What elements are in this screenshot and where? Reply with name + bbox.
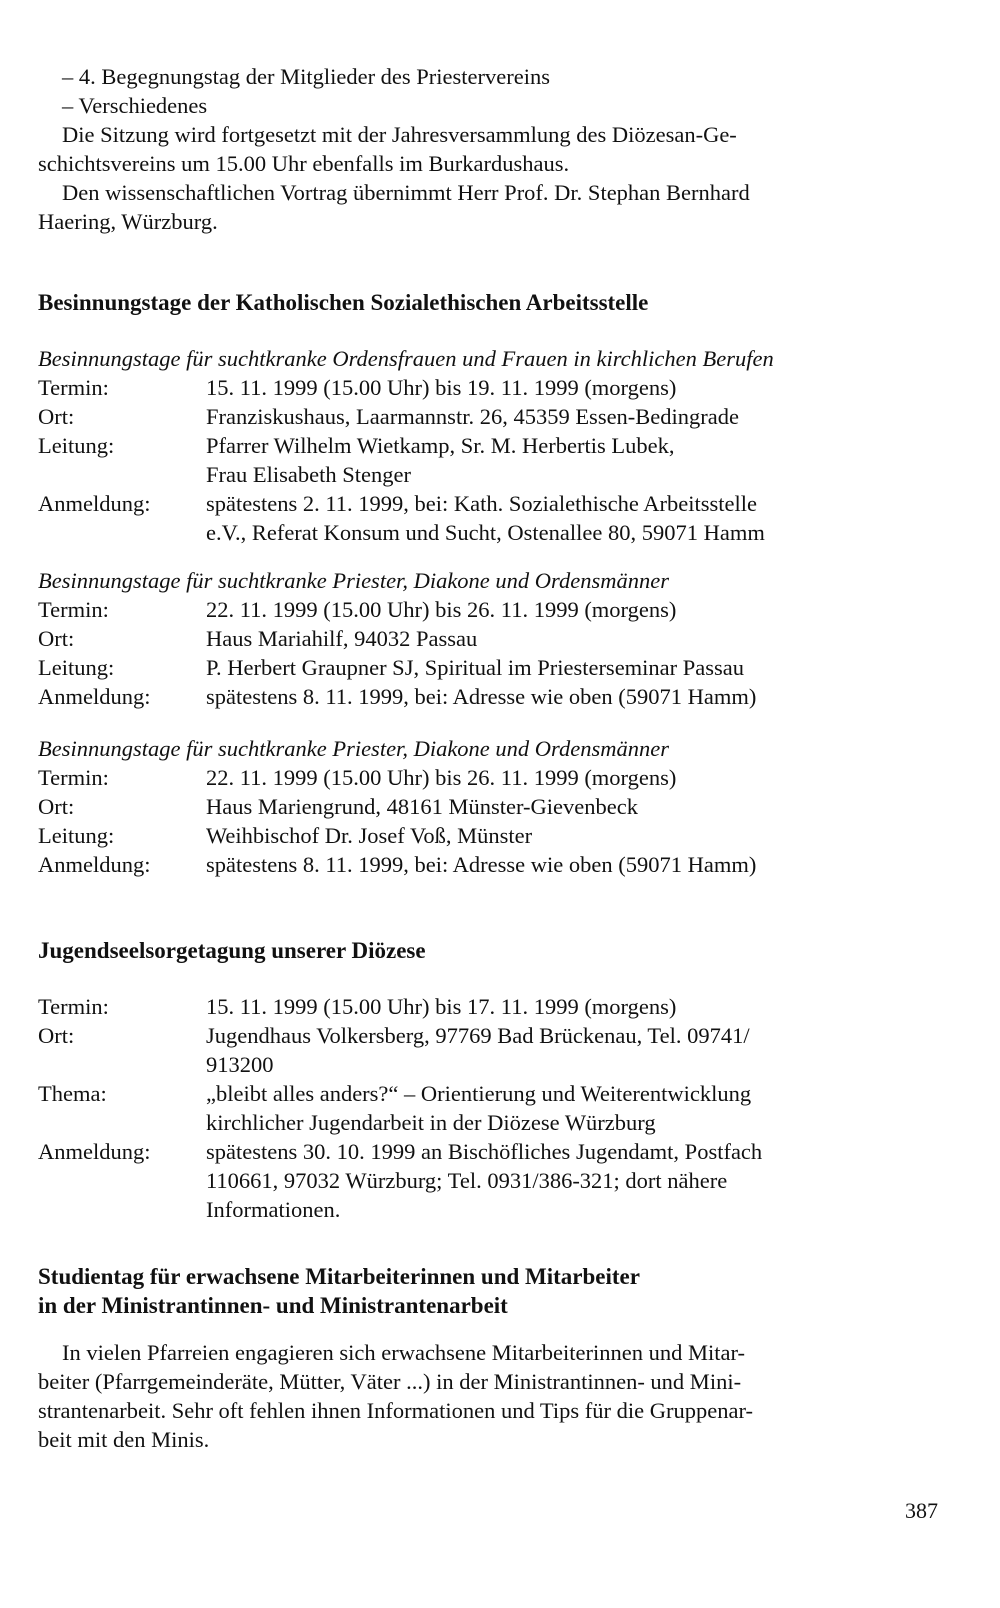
section-heading — [38, 1262, 938, 1320]
event-subheading: Besinnungstage für suchtkranke Priester, Diakone und Ordensmänner — [38, 568, 669, 593]
field-value-line: spätestens 30. 10. 1999 an Bischöfliches Jugendamt, Postfach — [206, 1139, 763, 1164]
event-row-thema — [38, 1079, 938, 1137]
list-item: – 4. Begegnungstag der Mitglieder des Priestervereins — [62, 64, 551, 89]
event-row-ort — [38, 624, 938, 653]
field-label: Anmeldung: — [38, 491, 151, 516]
field-label: Anmeldung: — [38, 852, 151, 877]
list-item: – Verschiedenes — [62, 93, 208, 118]
event-row-ort — [38, 1021, 938, 1079]
event-block — [38, 344, 938, 547]
page-number: 387 — [905, 1498, 938, 1523]
field-value — [206, 1079, 938, 1137]
event-row-ort — [38, 792, 938, 821]
section-heading: Besinnungstage der Katholischen Sozialethischen Arbeitsstelle — [38, 290, 649, 315]
event-row-termin — [38, 373, 938, 402]
event-block — [38, 734, 938, 879]
field-value-line: Frau Elisabeth Stenger — [206, 462, 411, 487]
field-value: spätestens 8. 11. 1999, bei: Adresse wie oben (59071 Hamm) — [206, 684, 757, 709]
field-value — [206, 1137, 938, 1224]
event-row-anmeldung — [38, 1137, 938, 1224]
paragraph-line: Den wissenschaftlichen Vortrag übernimmt Herr Prof. Dr. Stephan Bernhard — [62, 180, 750, 205]
section-heading-line: Studientag für erwachsene Mitarbeiterinnen und Mitarbeiter — [38, 1264, 640, 1289]
field-value-line: Informationen. — [206, 1197, 341, 1222]
field-label: Anmeldung: — [38, 684, 151, 709]
field-value: Haus Mariahilf, 94032 Passau — [206, 626, 478, 651]
field-value-line: Jugendhaus Volkersberg, 97769 Bad Brückenau, Tel. 09741/ — [206, 1023, 750, 1048]
event-row-termin — [38, 763, 938, 792]
field-value-line: Pfarrer Wilhelm Wietkamp, Sr. M. Herbertis Lubek, — [206, 433, 675, 458]
paragraph-line: Haering, Würzburg. — [38, 209, 218, 234]
paragraph-line: schichtsvereins um 15.00 Uhr ebenfalls im Burkardushaus. — [38, 151, 570, 176]
field-label: Leitung: — [38, 655, 115, 680]
field-label: Leitung: — [38, 823, 115, 848]
field-label: Termin: — [38, 765, 109, 790]
field-value-line: e.V., Referat Konsum und Sucht, Ostenallee 80, 59071 Hamm — [206, 520, 765, 545]
field-value: Haus Mariengrund, 48161 Münster-Gievenbeck — [206, 794, 638, 819]
event-row-leitung — [38, 821, 938, 850]
event-row-anmeldung — [38, 489, 938, 547]
field-value-line: „bleibt alles anders?“ – Orientierung und Weiterentwicklung — [206, 1081, 752, 1106]
field-label: Termin: — [38, 994, 109, 1019]
field-label: Ort: — [38, 404, 75, 429]
paragraph-line: Die Sitzung wird fortgesetzt mit der Jahresversammlung des Diözesan-Ge- — [62, 122, 737, 147]
paragraph-line: In vielen Pfarreien engagieren sich erwachsene Mitarbeiterinnen und Mitar- — [62, 1340, 746, 1365]
field-value-line: 913200 — [206, 1052, 274, 1077]
event-row-leitung — [38, 653, 938, 682]
field-label: Termin: — [38, 597, 109, 622]
field-value-line: spätestens 2. 11. 1999, bei: Kath. Sozialethische Arbeitsstelle — [206, 491, 757, 516]
field-label: Thema: — [38, 1081, 107, 1106]
field-label: Leitung: — [38, 433, 115, 458]
field-value — [206, 489, 938, 547]
section-heading: Jugendseelsorgetagung unserer Diözese — [38, 938, 426, 963]
field-value-line: 110661, 97032 Würzburg; Tel. 0931/386-321; dort nähere — [206, 1168, 728, 1193]
field-value: 15. 11. 1999 (15.00 Uhr) bis 19. 11. 1999 (morgens) — [206, 375, 677, 400]
field-value: 22. 11. 1999 (15.00 Uhr) bis 26. 11. 1999 (morgens) — [206, 597, 677, 622]
field-value: spätestens 8. 11. 1999, bei: Adresse wie oben (59071 Hamm) — [206, 852, 757, 877]
paragraph-line: beiter (Pfarrgemeinderäte, Mütter, Väter ...) in der Ministrantinnen- und Mini- — [38, 1369, 742, 1394]
paragraph — [38, 1338, 938, 1454]
paragraph-line: beit mit den Minis. — [38, 1427, 210, 1452]
event-block — [38, 566, 938, 711]
event-row-anmeldung — [38, 682, 938, 711]
field-value — [206, 431, 938, 489]
field-label: Anmeldung: — [38, 1139, 151, 1164]
field-label: Termin: — [38, 375, 109, 400]
field-label: Ort: — [38, 626, 75, 651]
event-subheading: Besinnungstage für suchtkranke Priester, Diakone und Ordensmänner — [38, 736, 669, 761]
field-value: 22. 11. 1999 (15.00 Uhr) bis 26. 11. 1999 (morgens) — [206, 765, 677, 790]
field-value: 15. 11. 1999 (15.00 Uhr) bis 17. 11. 1999 (morgens) — [206, 994, 677, 1019]
event-block — [38, 992, 938, 1224]
intro-block — [38, 62, 938, 236]
field-value: Franziskushaus, Laarmannstr. 26, 45359 Essen-Bedingrade — [206, 404, 740, 429]
event-row-ort — [38, 402, 938, 431]
field-value: Weihbischof Dr. Josef Voß, Münster — [206, 823, 533, 848]
event-subheading: Besinnungstage für suchtkranke Ordensfrauen und Frauen in kirchlichen Berufen — [38, 346, 774, 371]
event-row-termin — [38, 992, 938, 1021]
field-value — [206, 1021, 938, 1079]
event-row-termin — [38, 595, 938, 624]
field-value-line: kirchlicher Jugendarbeit in der Diözese Würzburg — [206, 1110, 656, 1135]
event-row-leitung — [38, 431, 938, 489]
section-heading-line: in der Ministrantinnen- und Ministrantenarbeit — [38, 1293, 508, 1318]
field-value: P. Herbert Graupner SJ, Spiritual im Priesterseminar Passau — [206, 655, 745, 680]
paragraph-line: strantenarbeit. Sehr oft fehlen ihnen Informationen und Tips für die Gruppenar- — [38, 1398, 753, 1423]
event-row-anmeldung — [38, 850, 938, 879]
field-label: Ort: — [38, 794, 75, 819]
field-label: Ort: — [38, 1023, 75, 1048]
